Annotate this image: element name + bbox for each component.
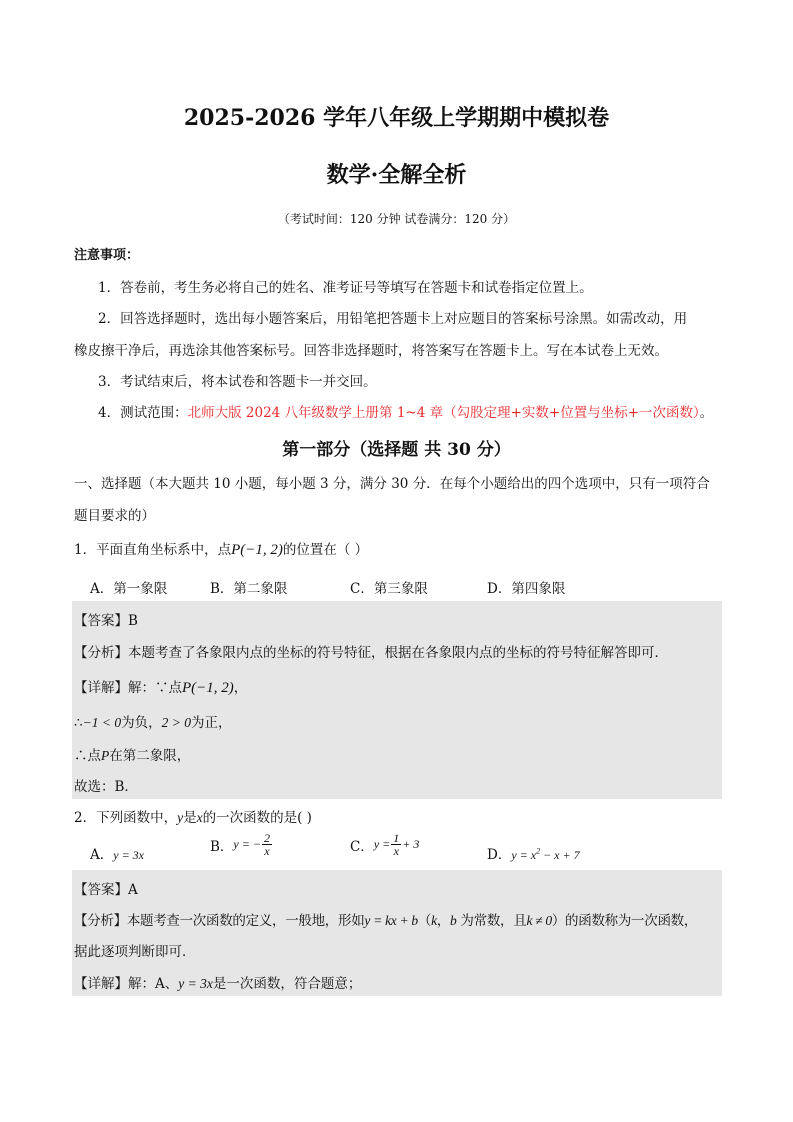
analysis-label: 【分析】 (74, 645, 128, 661)
detail-comma: ， (233, 680, 248, 696)
q2-analysis-line-2: 据此逐项判断即可． (74, 944, 196, 960)
denominator: x (264, 844, 270, 858)
section-title: 第一部分（选择题 共 30 分） (282, 440, 511, 460)
answer-value: B (128, 613, 138, 629)
k-condition: k ≠ 0 (526, 913, 552, 928)
comma: ， (436, 913, 450, 929)
note-3: 3．考试结束后，将本试卷和答题卡一并交回。 (98, 374, 377, 390)
step-2-text: 在第二象限， (109, 748, 191, 764)
detail-text: 解：∵点 (128, 680, 182, 696)
question-2-stem (74, 806, 312, 826)
q1-option-b: B．第二象限 (210, 581, 288, 597)
option-c-fraction (391, 832, 401, 857)
analysis-end: ）的函数称为一次函数， (551, 913, 698, 929)
note-4 (98, 401, 713, 421)
option-d-label: D． (487, 847, 512, 863)
answer-value: A (128, 882, 138, 898)
linear-formula: y = kx + b (364, 913, 418, 928)
option-b-label: B． (210, 838, 234, 855)
analysis-label: 【分析】 (74, 913, 127, 929)
detail-formula: y = 3x (178, 976, 213, 991)
var-y: y (177, 810, 184, 825)
detail-text: 解：A、 (128, 976, 179, 992)
q1-answer (74, 609, 138, 629)
step-1-text: 为负， (121, 715, 162, 731)
section-intro-line-1: 一、选择题（本大题共 10 小题，每小题 3 分，满分 30 分．在每个小题给出的四个选项中，只有一项符合 (74, 476, 710, 492)
question-1-stem (74, 538, 368, 559)
analysis-text: 本题考查一次函数的定义，一般地，形如 (126, 913, 365, 929)
page-title: 2025-2026 学年八年级上学期期中模拟卷 (183, 105, 610, 131)
analysis-mid: 为常数，且 (456, 913, 527, 929)
denominator: x (393, 844, 399, 858)
question-2-text: 2．下列函数中， (74, 810, 178, 826)
option-b-formula: y = − (233, 837, 261, 851)
option-b-fraction (262, 832, 272, 857)
question-1-text: 1．平面直角坐标系中，点 (74, 542, 232, 558)
option-a-label: A． (90, 847, 114, 863)
q1-option-a: A．第一象限 (90, 581, 168, 597)
option-c-constant: + 3 (402, 837, 420, 851)
step-1-end: 为正， (190, 715, 232, 731)
inequality-1: −1 < 0 (82, 715, 122, 730)
numerator: 1 (393, 831, 400, 845)
question-2-mid: 是 (183, 810, 197, 826)
q1-step-1 (74, 711, 231, 731)
test-range: 北师大版 2024 八年级数学上册第 1~4 章（勾股定理+实数+位置与坐标+一次函数） (187, 405, 700, 421)
detail-label: 【详解】 (74, 680, 128, 696)
q2-detail (74, 972, 361, 992)
q1-option-c: C．第三象限 (350, 581, 428, 597)
detail-label: 【详解】 (74, 976, 128, 992)
q1-option-d: D．第四象限 (487, 581, 566, 597)
exponent: 2 (536, 846, 541, 856)
note-4-end: 。 (699, 405, 714, 421)
section-intro-line-2: 题目要求的） (74, 508, 155, 524)
var-x: x (196, 810, 203, 825)
answer-label: 【答案】 (74, 882, 128, 898)
q1-conclusion: 故选：B． (74, 779, 138, 795)
q1-solution-box (72, 601, 722, 799)
numerator: 2 (263, 831, 270, 845)
notes-heading: 注意事项： (74, 248, 140, 263)
q2-option-c (350, 832, 419, 857)
point-variable: P (101, 748, 110, 763)
analysis-text: 本题考查了各象限内点的坐标的符号特征，根据在各象限内点的坐标的符号特征解答即可． (128, 645, 668, 661)
q2-analysis (74, 909, 697, 929)
option-d-formula-rest: − x + 7 (540, 848, 580, 862)
note-4-prefix: 4．测试范围： (98, 405, 188, 421)
inequality-2: 2 > 0 (161, 715, 191, 730)
var-b: b (449, 913, 457, 928)
question-1-blank: 的位置在（ ） (282, 542, 369, 558)
q1-analysis (74, 641, 668, 661)
option-d-formula: y = x (511, 848, 537, 862)
exam-info: （考试时间：120 分钟 试卷满分：120 分） (277, 212, 516, 226)
var-k: k (431, 913, 437, 928)
q2-option-d (487, 843, 580, 863)
question-1-point: P(−1, 2) (231, 542, 283, 558)
q1-step-2 (74, 744, 190, 764)
detail-point: P(−1, 2) (182, 680, 234, 696)
note-2-line-2: 橡皮擦干净后，再选涂其他答案标号。回答非选择题时，将答案写在答题卡上。写在本试卷上无效。 (74, 343, 668, 359)
option-a-formula: y = 3x (113, 848, 144, 862)
q2-answer (74, 878, 138, 898)
option-c-formula: y = (373, 837, 391, 851)
question-2-blank: 的一次函数的是( ) (202, 810, 312, 826)
detail-end: 是一次函数，符合题意； (212, 976, 362, 992)
q2-option-a (90, 843, 144, 863)
note-1: 1．答卷前，考生务必将自己的姓名、准考证号等填写在答题卡和试卷指定位置上。 (98, 280, 593, 296)
q1-detail (74, 676, 247, 697)
page-subtitle: 数学·全解全析 (326, 162, 467, 188)
option-c-label: C． (350, 838, 374, 855)
paren-open: （ (417, 913, 432, 929)
answer-label: 【答案】 (74, 613, 128, 629)
note-2-line-1: 2．回答选择题时，选出每小题答案后，用铅笔把答题卡上对应题目的答案标号涂黑。如需改动，用 (98, 311, 688, 327)
step-2-pre: ∴点 (74, 748, 101, 764)
therefore-symbol: ∴ (74, 715, 83, 731)
q2-option-b (210, 832, 273, 857)
